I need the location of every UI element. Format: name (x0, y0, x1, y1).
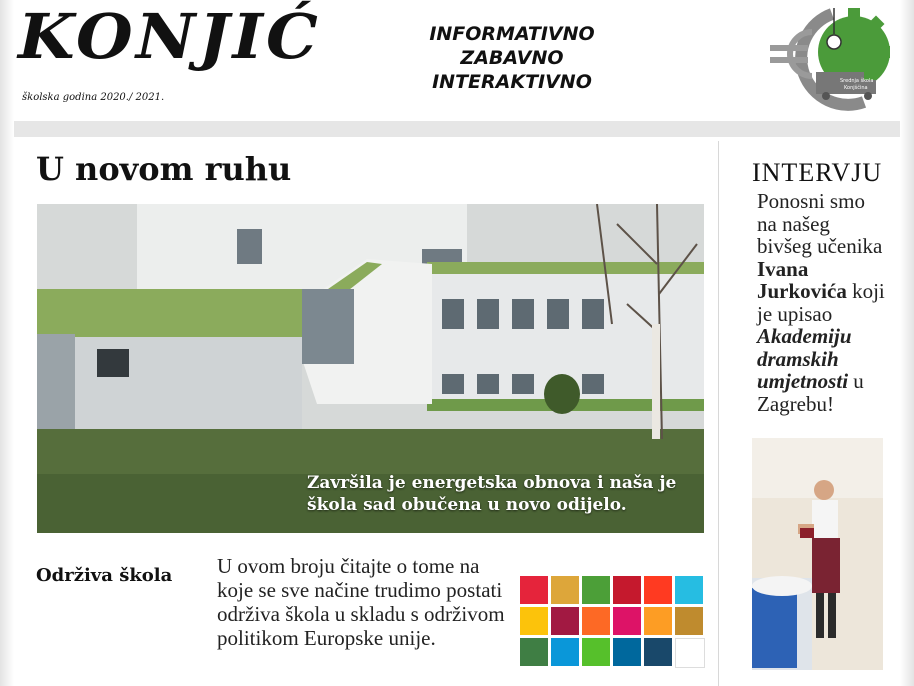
sdg-goal-tile (520, 607, 548, 635)
tagline-line: INFORMATIVNO (429, 23, 595, 45)
tagline-line: INTERAKTIVNO (432, 71, 592, 93)
sidebar-text-part: koji je upisao (757, 279, 885, 326)
academy-name: Akademiju dramskih umjetnosti (757, 324, 852, 393)
school-year: školska godina 2020./ 2021. (22, 92, 165, 103)
logo-text: Konjščina (844, 85, 868, 91)
sdg-goal-tile (675, 638, 705, 668)
sdg-goal-tile (644, 576, 672, 604)
section-text: U ovom broju čitajte o tome na koje se sve načine trudimo postati održiva škola u skladu s održivom politikom Europske unije. (217, 554, 505, 650)
masthead (18, 0, 322, 103)
section-title: Održiva škola (36, 565, 173, 586)
article-title: U novom ruhu (36, 150, 292, 188)
school-logo (768, 2, 894, 114)
photo-caption: Završila je energetska obnova i naša je škola sad obučena u novo odijelo. (307, 473, 677, 515)
sdg-goals-grid (520, 576, 704, 668)
student-photo (752, 438, 883, 670)
sdg-goal-tile (551, 638, 579, 666)
sdg-goal-tile (613, 576, 641, 604)
page-shadow-left (0, 0, 14, 686)
sdg-goal-tile (675, 607, 703, 635)
school-photo (37, 204, 704, 533)
sdg-goal-tile (675, 576, 703, 604)
student-name: Ivana Jurkovića (757, 256, 847, 303)
sdg-goal-tile (613, 607, 641, 635)
sdg-goal-tile (582, 607, 610, 635)
sdg-goal-tile (520, 638, 548, 666)
page-shadow-right (900, 0, 914, 686)
sdg-goal-tile (582, 638, 610, 666)
sdg-goal-tile (520, 576, 548, 604)
sdg-goal-tile (644, 607, 672, 635)
newspaper-title: KONJIĆ (18, 0, 322, 73)
sidebar-text (757, 190, 887, 415)
sidebar-text-part: u Zagrebu! (757, 369, 864, 416)
sdg-goal-tile (644, 638, 672, 666)
sidebar-title: INTERVJU (752, 158, 883, 187)
sidebar-text-part: Ponosni smo na našeg bivšeg učenika (757, 189, 883, 258)
sdg-goal-tile (582, 576, 610, 604)
tagline-line: ZABAVNO (460, 47, 564, 69)
header-divider (14, 121, 900, 137)
logo-text: Srednja škola (840, 78, 874, 84)
tagline (412, 22, 612, 94)
sdg-goal-tile (551, 576, 579, 604)
sdg-goal-tile (551, 607, 579, 635)
column-divider (718, 141, 719, 686)
sdg-goal-tile (613, 638, 641, 666)
